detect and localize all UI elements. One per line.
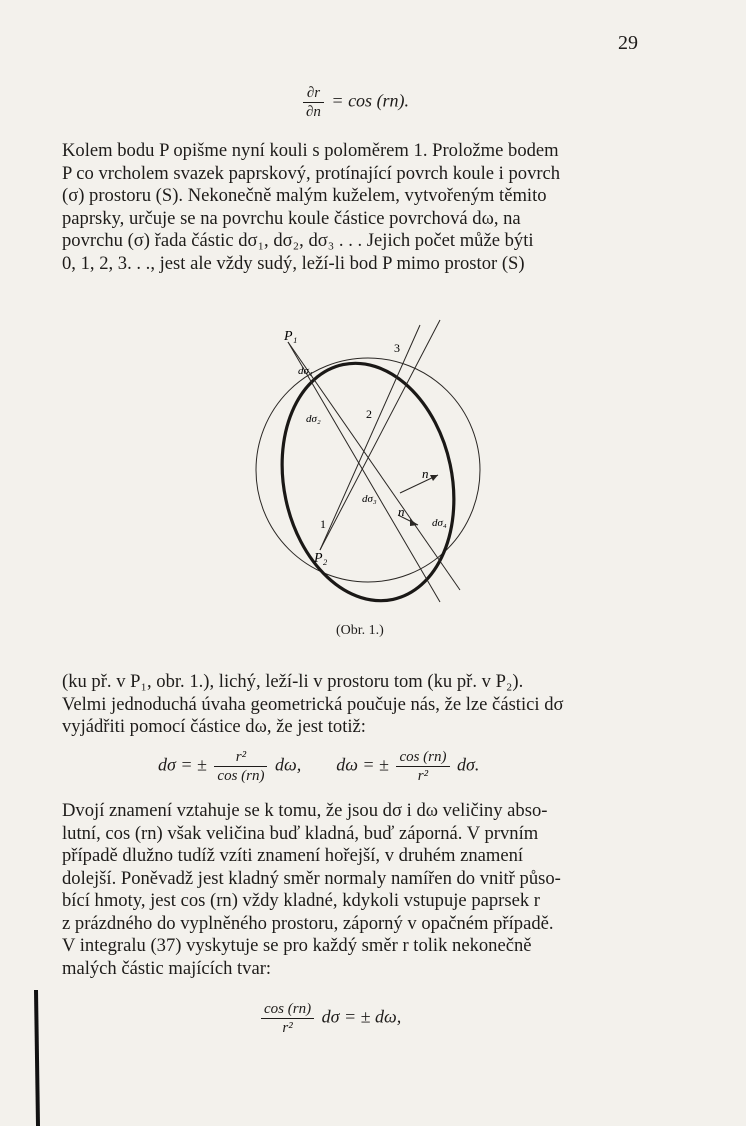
formula-final <box>258 1000 401 1037</box>
label-dsigma3: dσ₃ <box>362 493 377 505</box>
text-line: (σ) prostoru (S). Nekonečně malým kuželem, vytvořeným těmito <box>62 185 547 206</box>
formula-lhs: dω = ± <box>336 754 389 775</box>
ray-line <box>320 325 420 550</box>
formula-rhs: dω, <box>274 754 302 775</box>
figure-sphere-and-surface <box>250 310 490 620</box>
label-p1: P₁ <box>284 329 298 344</box>
text-line: povrchu (σ) řada částic dσ₁, dσ₂, dσ₃ . . . Jejich počet může býti <box>62 230 534 251</box>
text-line: dolejší. Poněvadž jest kladný směr normaly namířen do vnitř půso- <box>62 867 561 889</box>
label-normal-n: n <box>398 504 405 519</box>
page-number: 29 <box>618 32 638 54</box>
text-line: malých částic majících tvar: <box>62 957 272 979</box>
formula-partial-derivative <box>300 84 409 121</box>
paragraph-1 <box>62 140 644 275</box>
formula-rhs: dσ = ± dω, <box>321 1006 402 1027</box>
label-ray-2: 2 <box>366 407 372 421</box>
fraction-denominator: ∂n <box>306 104 321 120</box>
fraction <box>261 1000 314 1037</box>
fraction <box>396 748 449 785</box>
fraction <box>303 84 324 121</box>
fraction-numerator: cos (rn) <box>261 1000 314 1019</box>
fraction-numerator: cos (rn) <box>396 748 449 767</box>
text-line: bící hmoty, jest cos (rn) vždy kladné, kdykoli vstupuje paprsek r <box>62 890 540 911</box>
fraction-denominator: r² <box>282 1020 293 1036</box>
text-line: V integralu (37) vyskytuje se pro každý směr r tolik nekonečně <box>62 935 532 956</box>
paragraph-2 <box>62 671 644 739</box>
arrowhead <box>410 519 418 526</box>
fraction-denominator: r² <box>417 768 429 784</box>
label-ray-3: 3 <box>394 341 400 355</box>
surface-sigma <box>261 347 475 617</box>
text-line: Velmi jednoduchá úvaha geometrická poučuje nás, že lze částici dσ <box>62 693 564 715</box>
formula-rhs: dσ. <box>457 754 480 775</box>
text-line: Dvojí znamení vztahuje se k tomu, že jsou dσ i dω veličiny abso- <box>62 800 548 821</box>
formula-lhs: dσ = ± <box>158 754 207 775</box>
label-p2: P₂ <box>314 551 328 566</box>
fraction <box>214 748 267 785</box>
label-dsigma2: dσ₂ <box>306 413 321 425</box>
fraction-numerator: ∂r <box>303 84 324 103</box>
text-line: lutní, cos (rn) však veličina buď kladná, buď záporná. V prvním <box>62 822 539 844</box>
label-dsigma1: dσ₁ <box>298 365 313 377</box>
paragraph-3 <box>62 800 644 980</box>
text-line: P co vrcholem svazek paprskový, protínající povrch koule i povrch <box>62 162 561 184</box>
text-line: Kolem bodu P opišme nyní kouli s poloměrem 1. Proložme bodem <box>62 140 559 161</box>
fraction-denominator: cos (rn) <box>217 768 265 784</box>
label-dsigma4: dσ₄ <box>432 517 447 529</box>
formula-dsigma-domega <box>158 748 479 785</box>
text-line: (ku př. v P₁, obr. 1.), lichý, leží-li v prostoru tom (ku př. v P₂). <box>62 671 524 692</box>
text-line: případě dlužno tudíž vzíti znamení hořejší, v druhém znamení <box>62 845 524 866</box>
ray-line <box>288 342 440 602</box>
label-ray-1: 1 <box>320 517 326 531</box>
scan-edge-line <box>20 990 50 1126</box>
figure-caption: (Obr. 1.) <box>336 623 384 638</box>
formula-rhs: = cos (rn). <box>331 90 410 111</box>
text-line: 0, 1, 2, 3. . ., jest ale vždy sudý, leží-li bod P mimo prostor (S) <box>62 252 525 274</box>
text-line: z prázdného do vyplněného prostoru, záporný v opačném případě. <box>62 912 554 934</box>
ray-line <box>320 320 440 550</box>
fraction-numerator: r² <box>214 748 267 767</box>
text-line: paprsky, určuje se na povrchu koule částice povrchová dω, na <box>62 207 521 229</box>
text-line: vyjádřiti pomocí částice dω, že jest totiž: <box>62 716 366 737</box>
label-normal-n: n <box>422 466 429 481</box>
